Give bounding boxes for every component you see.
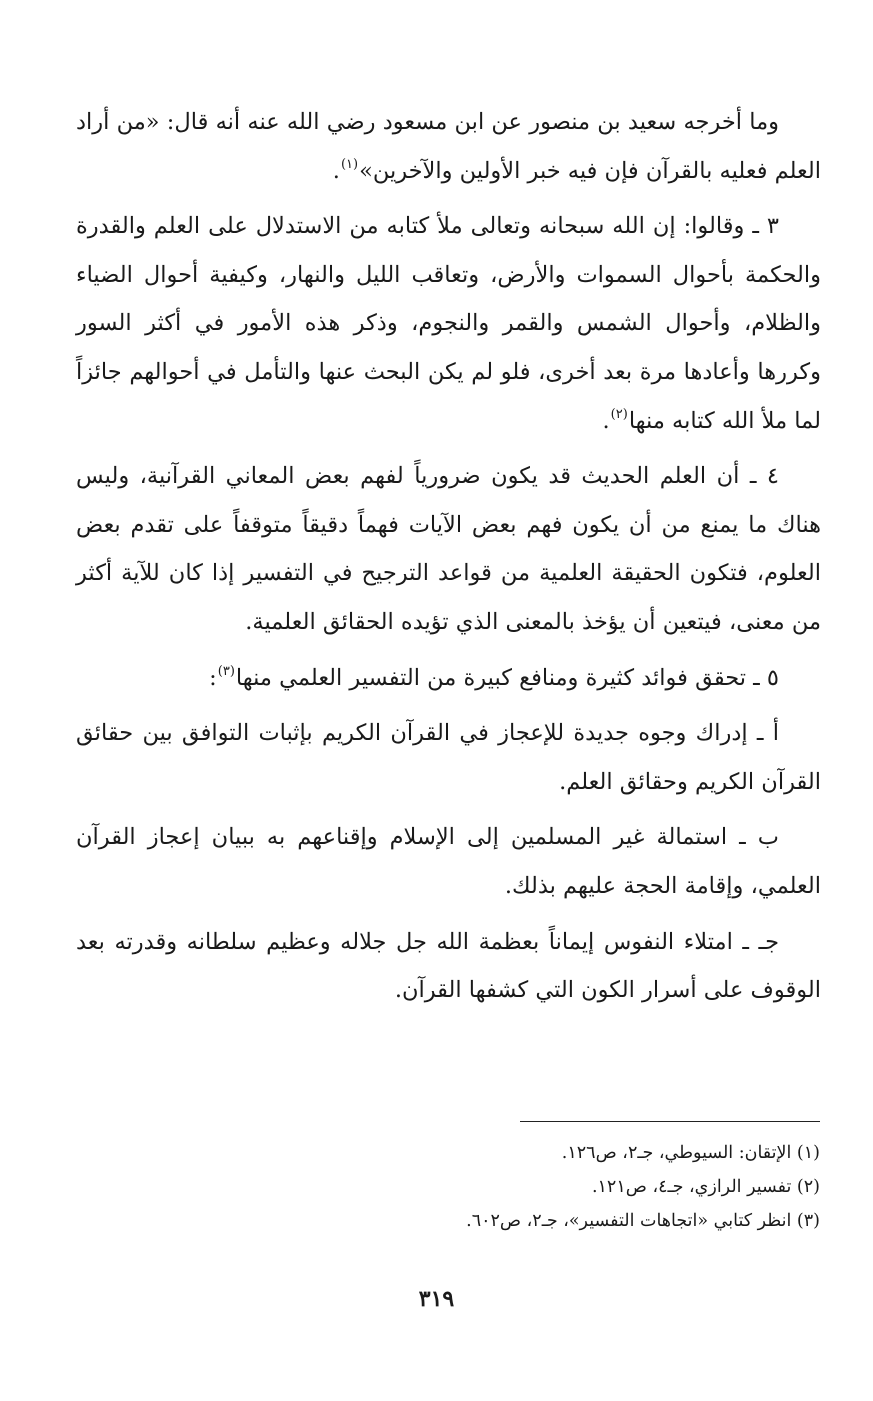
paragraph-1 bbox=[76, 98, 821, 195]
main-text bbox=[76, 98, 821, 1022]
paragraph-2 bbox=[76, 202, 821, 445]
paragraph-2-text: ٣ ـ وقالوا: إن الله سبحانه وتعالى ملأ كتابه من الاستدلال على العلم والقدرة والحكمة بأحوال السموات والأرض، وتعاقب الليل والنهار، وكيفية أحوال الضياء والظلام، وأحوال الشمس والقمر والنجوم، وذكر هذه الأمور في أكثر السور وكررها وأعادها مرة بعد أخرى، فلو لم يكن البحث عنها والتأمل في أحوالهم جائزاً لما ملأ الله كتابه منها bbox=[76, 213, 821, 434]
paragraph-1-text: وما أخرجه سعيد بن منصور عن ابن مسعود رضي الله عنه أنه قال: «من أراد العلم فعليه بالقرآن فإن فيه خبر الأولين والآخرين» bbox=[76, 109, 821, 184]
paragraph-7-text: جـ ـ امتلاء النفوس إيماناً بعظمة الله جل جلاله وعظيم سلطانه وقدرته بعد الوقوف على أسرار الكون التي كشفها القرآن. bbox=[76, 928, 821, 1004]
paragraph-6 bbox=[76, 813, 821, 910]
paragraph-2-tail: . bbox=[602, 407, 610, 434]
footnotes bbox=[200, 1136, 820, 1238]
paragraph-4 bbox=[76, 654, 821, 703]
footnote-1: (١) الإتقان: السيوطي، جـ٢، ص١٢٦. bbox=[561, 1143, 820, 1163]
footnote-2: (٢) تفسير الرازي، جـ٤، ص١٢١. bbox=[591, 1177, 820, 1197]
footnote-ref-1: (١) bbox=[340, 156, 359, 172]
page-number: ٣١٩ bbox=[418, 1286, 455, 1312]
paragraph-5-text: أ ـ إدراك وجوه جديدة للإعجاز في القرآن الكريم بإثبات التوافق بين حقائق القرآن الكريم وحقائق العلم. bbox=[76, 720, 821, 795]
paragraph-7 bbox=[76, 918, 821, 1015]
paragraph-1-tail: . bbox=[332, 157, 340, 184]
paragraph-4-tail: : bbox=[209, 664, 217, 691]
paragraph-5 bbox=[76, 709, 821, 806]
footnote-separator bbox=[520, 1121, 820, 1122]
footnote-3: (٣) انظر كتابي «اتجاهات التفسير»، جـ٢، ص٦٠٢. bbox=[466, 1211, 820, 1231]
footnote-ref-3: (٣) bbox=[217, 663, 235, 679]
paragraph-3 bbox=[76, 452, 821, 646]
paragraph-6-text: ب ـ استمالة غير المسلمين إلى الإسلام وإقناعهم به ببيان إعجاز القرآن العلمي، وإقامة الحجة عليهم بذلك. bbox=[76, 824, 821, 899]
footnote-ref-2: (٢) bbox=[610, 406, 628, 422]
paragraph-3-text: ٤ ـ أن العلم الحديث قد يكون ضرورياً لفهم بعض المعاني القرآنية، وليس هناك ما يمنع من أن يكون فهم بعض الآيات فهماً دقيقاً متوقفاً على تقدم بعض العلوم، فتكون الحقيقة العلمية من قواعد الترجيح في التفسير إذا كان للآية أكثر من معنى، فيتعين أن يؤخذ بالمعنى الذي تؤيده الحقائق العلمية. bbox=[76, 463, 821, 635]
paragraph-4-text: ٥ ـ تحقق فوائد كثيرة ومنافع كبيرة من التفسير العلمي منها bbox=[235, 664, 779, 691]
